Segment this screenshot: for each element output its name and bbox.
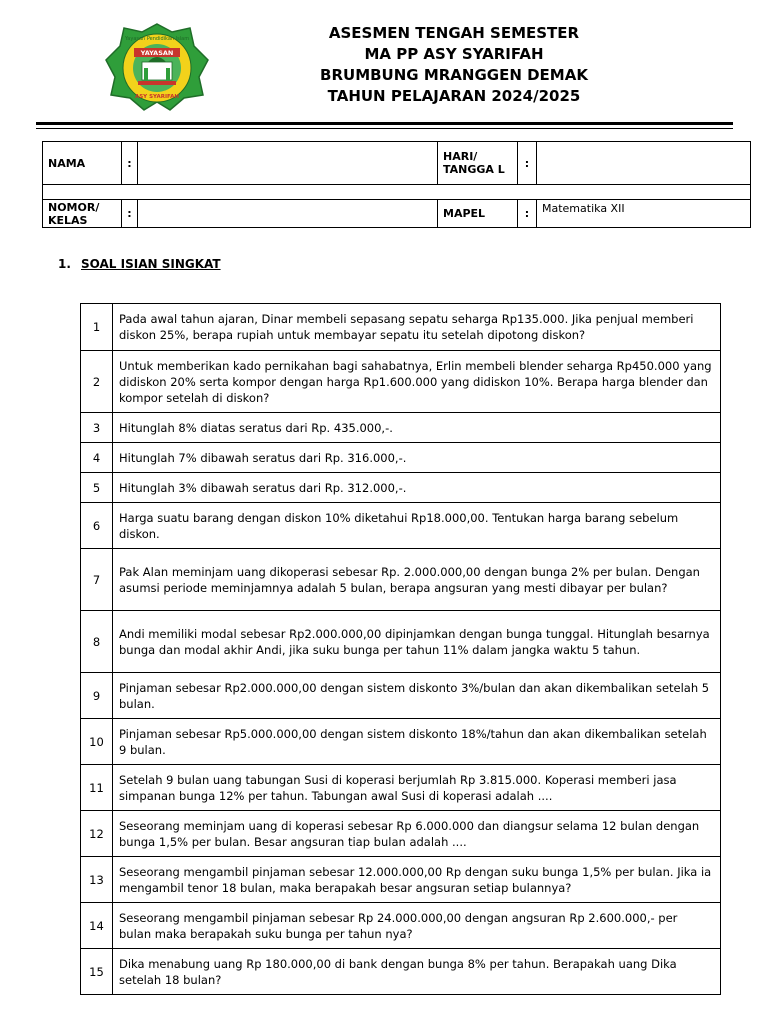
question-row bbox=[81, 443, 721, 473]
question-text: Seseorang mengambil pinjaman sebesar 12.000.000,00 Rp dengan suku bunga 1,5% per bulan. Jika ia mengambil tenor 18 bulan, maka berapakah besar angsuran setiap bulannya? bbox=[113, 857, 721, 903]
question-row bbox=[81, 549, 721, 611]
question-text: Pinjaman sebesar Rp5.000.000,00 dengan sistem diskonto 18%/tahun dan akan dikembalikan setelah 9 bulan. bbox=[113, 719, 721, 765]
question-number: 2 bbox=[81, 351, 113, 413]
question-text: Harga suatu barang dengan diskon 10% diketahui Rp18.000,00. Tentukan harga barang sebelum diskon. bbox=[113, 503, 721, 549]
hari-tanggal-colon: : bbox=[518, 142, 537, 185]
question-number: 3 bbox=[81, 413, 113, 443]
question-number: 1 bbox=[81, 304, 113, 351]
question-text: Untuk memberikan kado pernikahan bagi sahabatnya, Erlin membeli blender seharga Rp450.000 yang didiskon 20% serta kompor dengan harga Rp1.600.000 yang didiskon 10%. Berapa harga blender dan kompor setelah di diskon? bbox=[113, 351, 721, 413]
question-number: 7 bbox=[81, 549, 113, 611]
nomor-kelas-colon: : bbox=[122, 200, 138, 228]
header-school: MA PP ASY SYARIFAH bbox=[364, 45, 544, 63]
question-number: 8 bbox=[81, 611, 113, 673]
question-row bbox=[81, 857, 721, 903]
question-number: 9 bbox=[81, 673, 113, 719]
question-row bbox=[81, 719, 721, 765]
question-number: 12 bbox=[81, 811, 113, 857]
question-row bbox=[81, 811, 721, 857]
question-row bbox=[81, 503, 721, 549]
question-row bbox=[81, 304, 721, 351]
question-number: 15 bbox=[81, 949, 113, 995]
nama-label: NAMA bbox=[43, 142, 122, 185]
question-number: 4 bbox=[81, 443, 113, 473]
nomor-kelas-field[interactable] bbox=[138, 200, 438, 228]
section-heading bbox=[58, 257, 221, 271]
question-text: Pak Alan meminjam uang dikoperasi sebesar Rp. 2.000.000,00 dengan bunga 2% per bulan. Dengan asumsi periode meminjamnya adalah 5 bulan, berapa angsuran yang mesti dibayar per bulan? bbox=[113, 549, 721, 611]
logo-ribbon-text: YAYASAN bbox=[140, 49, 174, 57]
question-text: Hitunglah 7% dibawah seratus dari Rp. 316.000,-. bbox=[113, 443, 721, 473]
questions-table bbox=[80, 303, 721, 995]
nomor-kelas-label: NOMOR/ KELAS bbox=[43, 200, 122, 228]
question-row bbox=[81, 673, 721, 719]
question-text: Dika menabung uang Rp 180.000,00 di bank dengan bunga 8% per tahun. Berapakah uang Dika setelah 18 bulan? bbox=[113, 949, 721, 995]
question-number: 14 bbox=[81, 903, 113, 949]
question-text: Pada awal tahun ajaran, Dinar membeli sepasang sepatu seharga Rp135.000. Jika penjual memberi diskon 25%, berapa rupiah untuk membayar sepatu itu setelah dipotong diskon? bbox=[113, 304, 721, 351]
student-info-table bbox=[42, 141, 751, 228]
question-row bbox=[81, 351, 721, 413]
question-text: Seseorang mengambil pinjaman sebesar Rp 24.000.000,00 dengan angsuran Rp 2.600.000,- per bulan maka berapakah suku bunga per tahun nya? bbox=[113, 903, 721, 949]
question-row bbox=[81, 903, 721, 949]
header-divider-thick bbox=[36, 122, 733, 125]
hari-tanggal-field[interactable] bbox=[537, 142, 751, 185]
school-logo bbox=[104, 22, 210, 112]
question-number: 11 bbox=[81, 765, 113, 811]
question-number: 10 bbox=[81, 719, 113, 765]
info-spacer-row bbox=[43, 185, 751, 200]
question-row bbox=[81, 413, 721, 443]
section-title: SOAL ISIAN SINGKAT bbox=[81, 257, 221, 271]
mapel-field[interactable]: Matematika XII bbox=[537, 200, 751, 228]
question-text: Hitunglah 8% diatas seratus dari Rp. 435.000,-. bbox=[113, 413, 721, 443]
question-text: Andi memiliki modal sebesar Rp2.000.000,00 dipinjamkan dengan bunga tunggal. Hitunglah besarnya bunga dan modal akhir Andi, jika suku bunga per tahun 11% dalam jangka waktu 5 tahun. bbox=[113, 611, 721, 673]
mapel-label: MAPEL bbox=[438, 200, 518, 228]
nama-field[interactable] bbox=[138, 142, 438, 185]
header-divider-thin bbox=[36, 128, 733, 129]
document-header bbox=[250, 23, 658, 107]
question-row bbox=[81, 949, 721, 995]
question-text: Setelah 9 bulan uang tabungan Susi di koperasi berjumlah Rp 3.815.000. Koperasi memberi jasa simpanan bunga 12% per tahun. Tabungan awal Susi di koperasi adalah .... bbox=[113, 765, 721, 811]
question-row bbox=[81, 765, 721, 811]
question-text: Hitunglah 3% dibawah seratus dari Rp. 312.000,-. bbox=[113, 473, 721, 503]
logo-top-text: Yayasan Pendidikan Islam bbox=[124, 36, 190, 42]
logo-bottom-text: ASY SYARIFAH bbox=[134, 94, 180, 100]
question-number: 13 bbox=[81, 857, 113, 903]
header-title: ASESMEN TENGAH SEMESTER bbox=[328, 24, 580, 42]
mapel-colon: : bbox=[518, 200, 537, 228]
question-number: 6 bbox=[81, 503, 113, 549]
header-year: TAHUN PELAJARAN 2024/2025 bbox=[327, 87, 581, 105]
question-row bbox=[81, 473, 721, 503]
question-row bbox=[81, 611, 721, 673]
section-number: 1. bbox=[58, 257, 71, 271]
question-text: Seseorang meminjam uang di koperasi sebesar Rp 6.000.000 dan diangsur selama 12 bulan dengan bunga 1,5% per bulan. Besar angsuran tiap bulan adalah .... bbox=[113, 811, 721, 857]
nama-colon: : bbox=[122, 142, 138, 185]
question-text: Pinjaman sebesar Rp2.000.000,00 dengan sistem diskonto 3%/bulan dan akan dikembalikan setelah 5 bulan. bbox=[113, 673, 721, 719]
hari-tanggal-label: HARI/ TANGGA L bbox=[438, 142, 518, 185]
header-address: BRUMBUNG MRANGGEN DEMAK bbox=[320, 66, 588, 84]
question-number: 5 bbox=[81, 473, 113, 503]
